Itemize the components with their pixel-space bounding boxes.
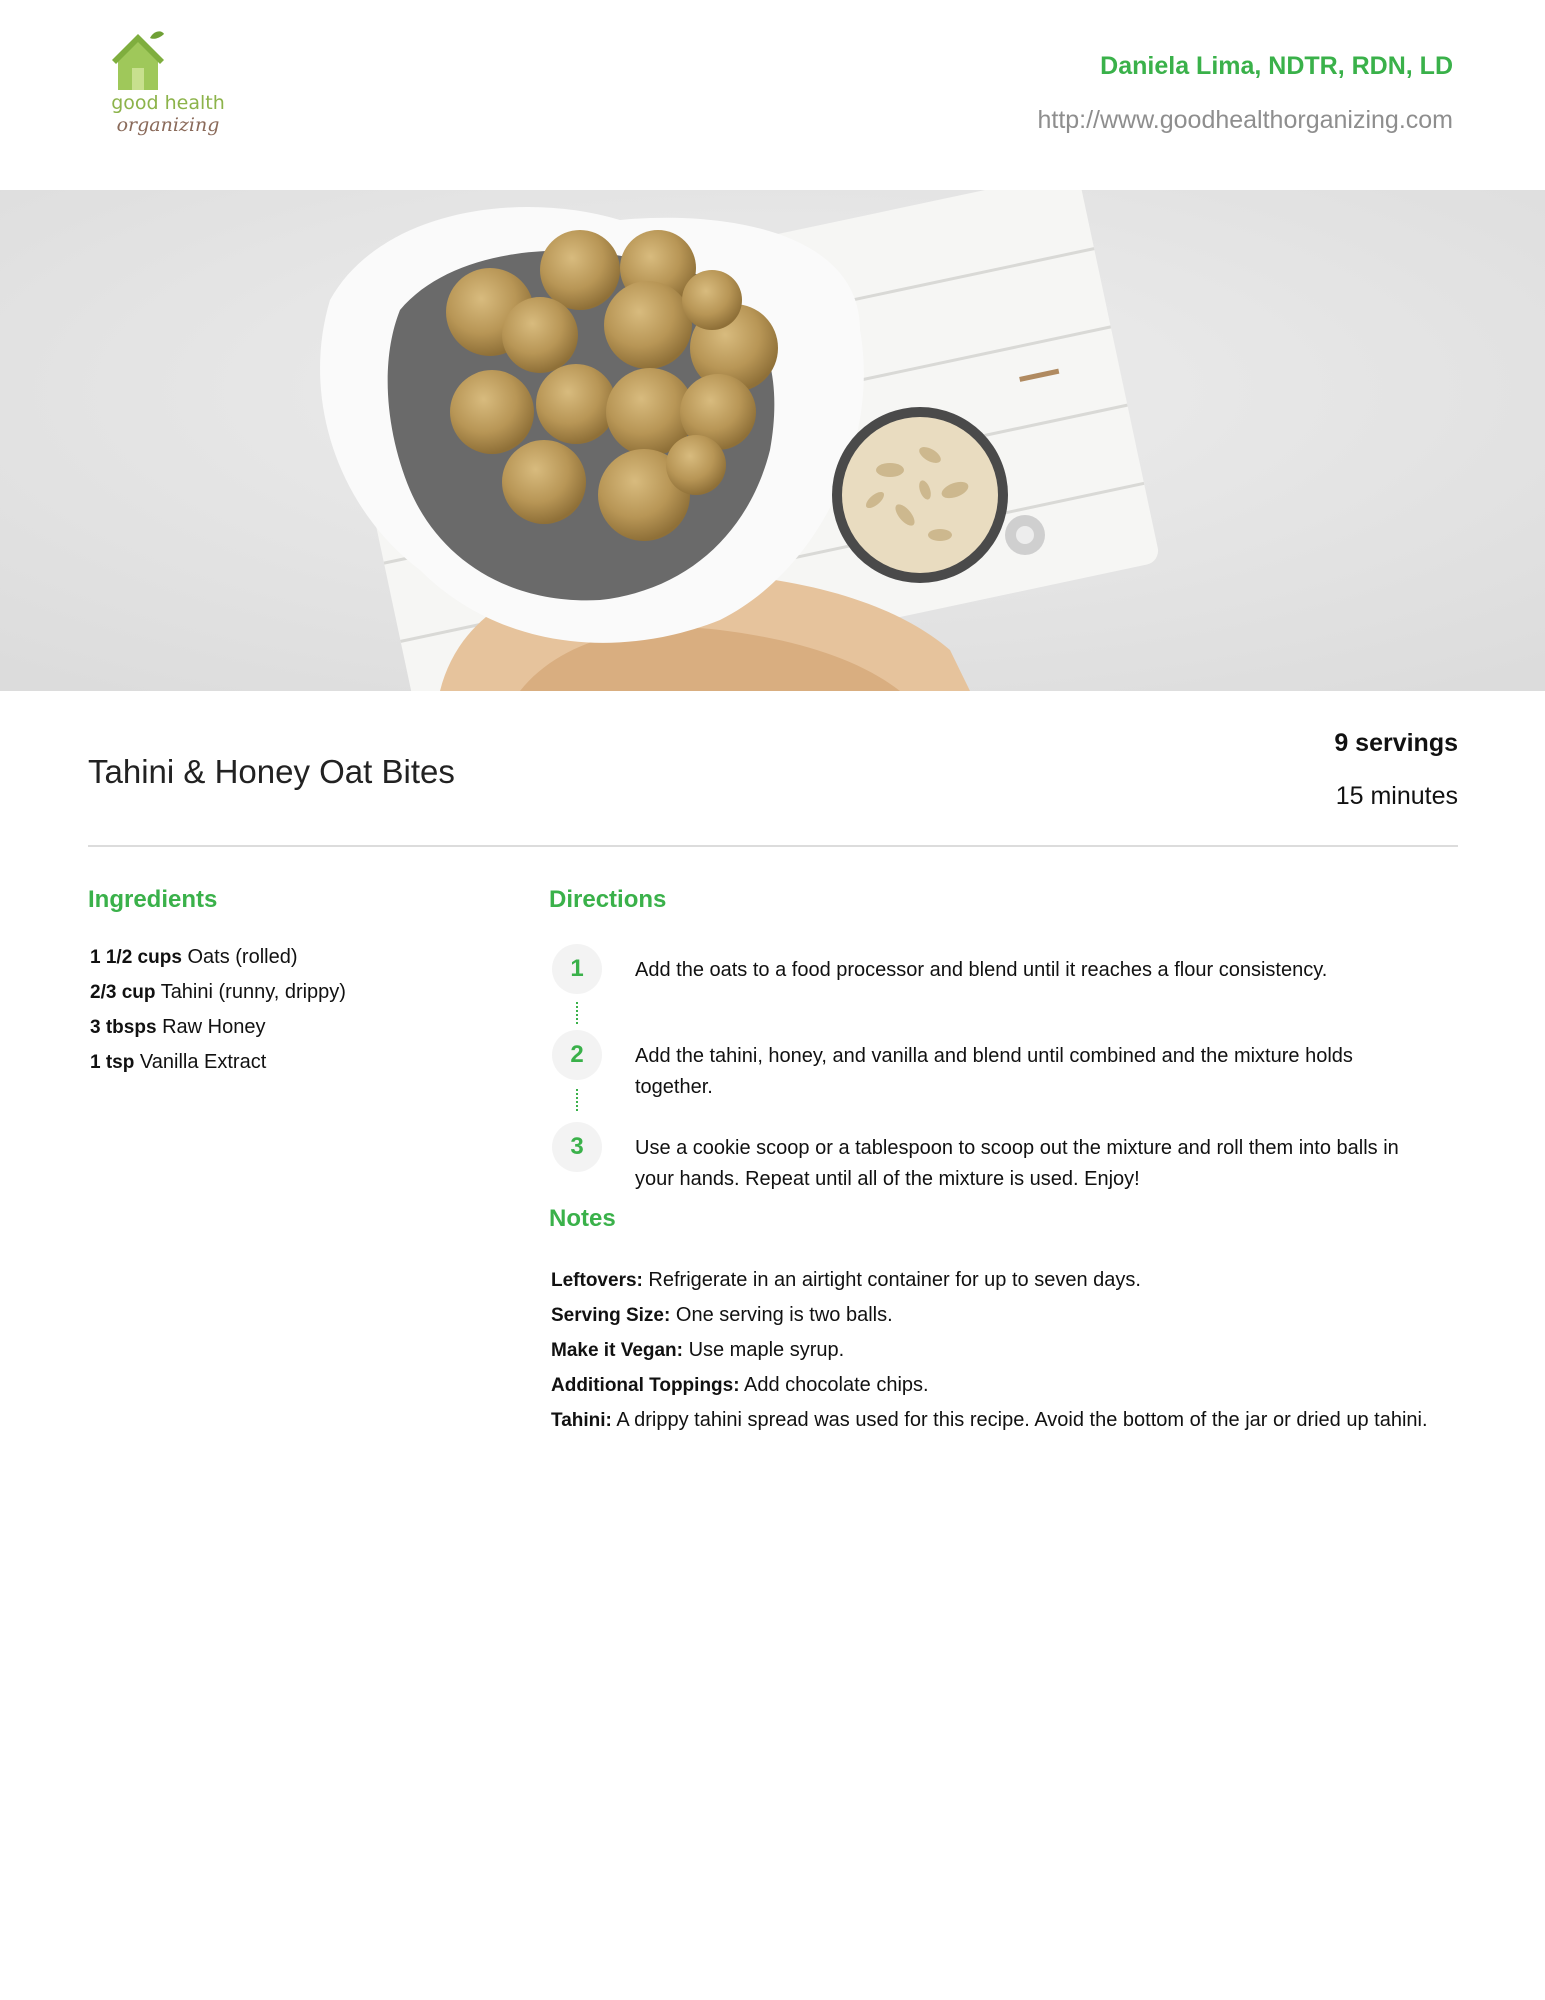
step-connector — [576, 1089, 578, 1111]
note-text: Use maple syrup. — [688, 1339, 845, 1361]
logo-text-line2: organizing — [116, 114, 220, 136]
notes-list — [549, 1265, 1429, 1436]
ingredient-name: Raw Honey — [162, 1016, 266, 1038]
note-text: One serving is two balls. — [675, 1304, 893, 1326]
recipe-photo — [0, 190, 1545, 691]
note-item — [551, 1300, 1429, 1331]
note-text: Refrigerate in an airtight container for up to seven days. — [648, 1269, 1141, 1291]
ingredient-item — [90, 1010, 508, 1045]
note-label: Leftovers: — [551, 1270, 643, 1291]
house-leaf-icon — [92, 28, 222, 98]
recipe-title: Tahini & Honey Oat Bites — [88, 753, 455, 790]
note-item — [551, 1335, 1429, 1366]
recipe-summary — [88, 720, 1458, 840]
author-name: Daniela Lima, NDTR, RDN, LD — [1100, 52, 1453, 80]
ingredient-item — [90, 1045, 508, 1080]
step-number: 3 — [552, 1122, 602, 1172]
ingredient-name: Vanilla Extract — [139, 1051, 267, 1073]
note-text: A drippy tahini spread was used for this recipe. Avoid the bottom of the jar or dried up tahini. — [616, 1409, 1428, 1431]
step-text: Add the tahini, honey, and vanilla and blend until combined and the mixture holds together. — [635, 1045, 1353, 1098]
website-link[interactable]: http://www.goodhealthorganizing.com — [1037, 106, 1453, 134]
note-item — [551, 1370, 1429, 1401]
note-label: Serving Size: — [551, 1305, 671, 1326]
step-connector — [576, 1002, 578, 1024]
ingredient-item — [90, 940, 508, 975]
ingredient-name: Oats (rolled) — [187, 946, 298, 968]
ingredients-list — [90, 940, 508, 1080]
note-item — [551, 1405, 1429, 1436]
step-text: Use a cookie scoop or a tablespoon to scoop out the mixture and roll them into balls in your hands. Repeat until all of the mixture is used. Enjoy! — [635, 1137, 1399, 1190]
step-text: Add the oats to a food processor and blend until it reaches a flour consistency. — [635, 959, 1328, 981]
step-number: 1 — [552, 944, 602, 994]
logo-text-line1: good health — [111, 92, 225, 114]
note-item — [551, 1265, 1429, 1296]
note-label: Additional Toppings: — [551, 1375, 740, 1396]
section-divider — [88, 845, 1458, 847]
brand-logo — [92, 28, 225, 148]
ingredient-quantity: 3 tbsps — [90, 1017, 157, 1038]
directions-section — [549, 886, 1459, 1190]
ingredients-heading: Ingredients — [88, 886, 218, 913]
ingredient-name: Tahini (runny, drippy) — [160, 981, 346, 1003]
page-header — [0, 0, 1545, 190]
ingredient-quantity: 2/3 cup — [90, 982, 156, 1003]
notes-heading: Notes — [549, 1205, 616, 1232]
ingredients-section — [88, 886, 508, 1080]
ingredient-quantity: 1 tsp — [90, 1052, 135, 1073]
note-label: Tahini: — [551, 1410, 612, 1431]
notes-section — [549, 1205, 1429, 1440]
servings-count: 9 servings — [1334, 729, 1458, 757]
directions-heading: Directions — [549, 886, 667, 913]
step-number: 2 — [552, 1030, 602, 1080]
ingredient-item — [90, 975, 508, 1010]
prep-time: 15 minutes — [1335, 782, 1458, 810]
note-text: Add chocolate chips. — [744, 1374, 929, 1396]
note-label: Make it Vegan: — [551, 1340, 683, 1361]
ingredient-quantity: 1 1/2 cups — [90, 947, 182, 968]
